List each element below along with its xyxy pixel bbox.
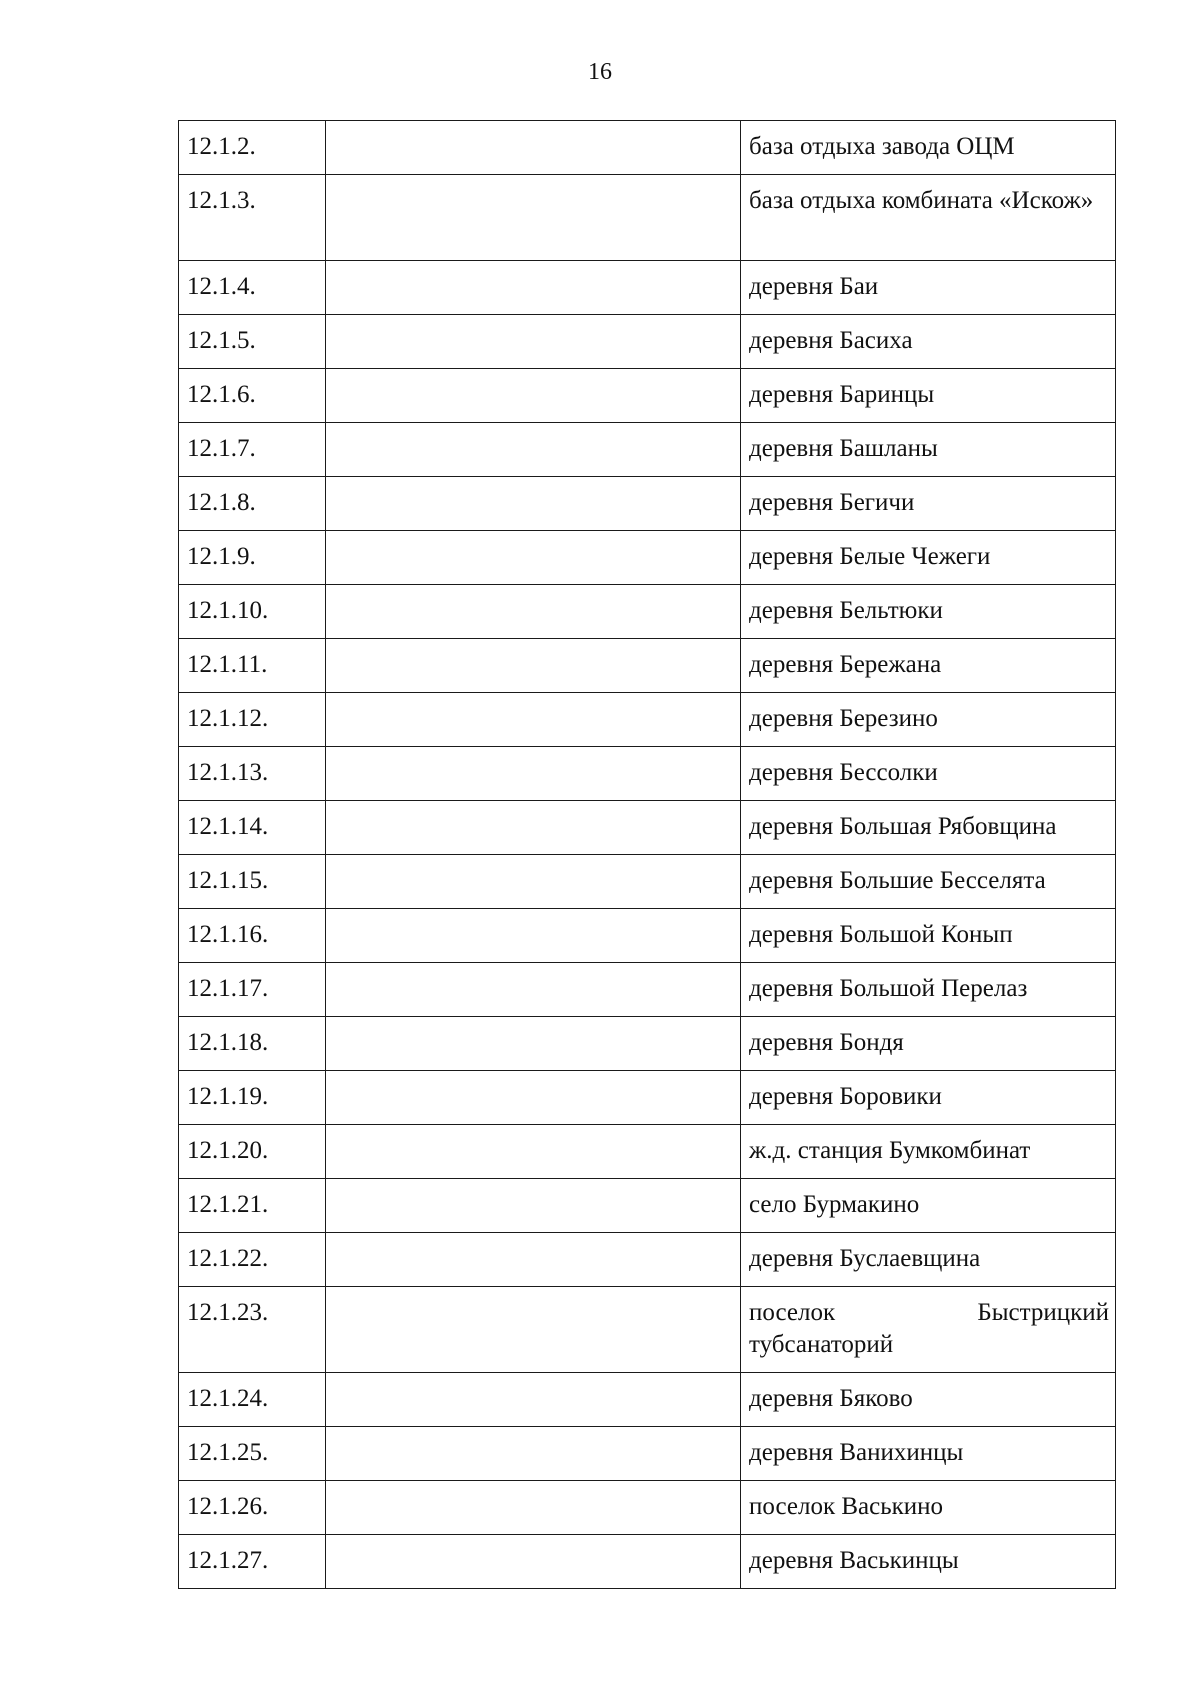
row-number-cell: 12.1.20. [179,1125,326,1179]
settlement-name-cell: деревня Белые Чежеги [741,531,1116,585]
empty-cell [326,369,741,423]
row-number-cell: 12.1.9. [179,531,326,585]
empty-cell [326,747,741,801]
row-number-cell: 12.1.21. [179,1179,326,1233]
table-row [179,1179,1116,1233]
table-row [179,585,1116,639]
row-number-cell: 12.1.15. [179,855,326,909]
settlement-name-cell: деревня Басиха [741,315,1116,369]
table-row [179,477,1116,531]
settlement-name-cell: база отдыха завода ОЦМ [741,121,1116,175]
row-number-cell: 12.1.3. [179,175,326,261]
table-row [179,1373,1116,1427]
empty-cell [326,1481,741,1535]
empty-cell [326,531,741,585]
settlement-name-cell: деревня Ванихинцы [741,1427,1116,1481]
row-number-cell: 12.1.14. [179,801,326,855]
settlement-name-cell: деревня Бельтюки [741,585,1116,639]
row-number-cell: 12.1.27. [179,1535,326,1589]
row-number-cell: 12.1.7. [179,423,326,477]
table-row [179,261,1116,315]
settlement-name-cell: деревня Большой Перелаз [741,963,1116,1017]
table-row [179,1071,1116,1125]
settlement-name-cell: деревня Буслаевщина [741,1233,1116,1287]
page-number: 16 [588,59,612,85]
table-row [179,1125,1116,1179]
row-number-cell: 12.1.19. [179,1071,326,1125]
table-row [179,369,1116,423]
settlement-name-cell: деревня Бяково [741,1373,1116,1427]
empty-cell [326,477,741,531]
empty-cell [326,1287,741,1373]
settlement-name-cell: ж.д. станция Бумкомбинат [741,1125,1116,1179]
empty-cell [326,801,741,855]
table-row [179,121,1116,175]
table-body [179,121,1116,1589]
table-row [179,747,1116,801]
settlement-name-cell: деревня Большой Конып [741,909,1116,963]
row-number-cell: 12.1.10. [179,585,326,639]
empty-cell [326,121,741,175]
empty-cell [326,1125,741,1179]
table-row [179,1233,1116,1287]
table-row [179,531,1116,585]
empty-cell [326,693,741,747]
row-number-cell: 12.1.11. [179,639,326,693]
settlements-table [178,120,1116,1589]
settlement-name-cell: поселок Быстрицкий тубсанаторий [741,1287,1116,1373]
table-row [179,1017,1116,1071]
settlement-name-cell: деревня Баи [741,261,1116,315]
row-number-cell: 12.1.24. [179,1373,326,1427]
table-row [179,175,1116,261]
empty-cell [326,639,741,693]
table-row [179,693,1116,747]
empty-cell [326,1071,741,1125]
table-row [179,963,1116,1017]
empty-cell [326,855,741,909]
settlement-name-cell: деревня Боровики [741,1071,1116,1125]
empty-cell [326,1535,741,1589]
empty-cell [326,963,741,1017]
empty-cell [326,261,741,315]
settlement-name-cell: база отдыха комбината «Искож» [741,175,1116,261]
table-row [179,639,1116,693]
settlement-name-cell: село Бурмакино [741,1179,1116,1233]
settlement-name-cell: деревня Бессолки [741,747,1116,801]
table-row [179,1287,1116,1373]
empty-cell [326,1179,741,1233]
row-number-cell: 12.1.23. [179,1287,326,1373]
empty-cell [326,1427,741,1481]
empty-cell [326,1233,741,1287]
table-row [179,855,1116,909]
row-number-cell: 12.1.18. [179,1017,326,1071]
settlement-name-cell: деревня Бондя [741,1017,1116,1071]
table-row [179,1535,1116,1589]
settlement-name-cell: деревня Большая Рябовщина [741,801,1116,855]
row-number-cell: 12.1.17. [179,963,326,1017]
settlement-name-cell: деревня Башланы [741,423,1116,477]
row-number-cell: 12.1.2. [179,121,326,175]
settlement-name-cell: деревня Большие Бесселята [741,855,1116,909]
settlement-name-cell: деревня Баринцы [741,369,1116,423]
table-row [179,1427,1116,1481]
row-number-cell: 12.1.22. [179,1233,326,1287]
table-row [179,315,1116,369]
empty-cell [326,1373,741,1427]
row-number-cell: 12.1.12. [179,693,326,747]
settlement-name-cell: поселок Васькино [741,1481,1116,1535]
settlement-name-cell: деревня Березино [741,693,1116,747]
row-number-cell: 12.1.6. [179,369,326,423]
settlement-name-cell: деревня Бережана [741,639,1116,693]
row-number-cell: 12.1.8. [179,477,326,531]
empty-cell [326,585,741,639]
settlement-name-cell: деревня Бегичи [741,477,1116,531]
table-row [179,423,1116,477]
empty-cell [326,1017,741,1071]
row-number-cell: 12.1.5. [179,315,326,369]
row-number-cell: 12.1.25. [179,1427,326,1481]
empty-cell [326,315,741,369]
row-number-cell: 12.1.16. [179,909,326,963]
row-number-cell: 12.1.13. [179,747,326,801]
empty-cell [326,909,741,963]
table-row [179,801,1116,855]
empty-cell [326,175,741,261]
empty-cell [326,423,741,477]
row-number-cell: 12.1.26. [179,1481,326,1535]
settlement-name-cell: деревня Васькинцы [741,1535,1116,1589]
row-number-cell: 12.1.4. [179,261,326,315]
table-row [179,1481,1116,1535]
table-row [179,909,1116,963]
